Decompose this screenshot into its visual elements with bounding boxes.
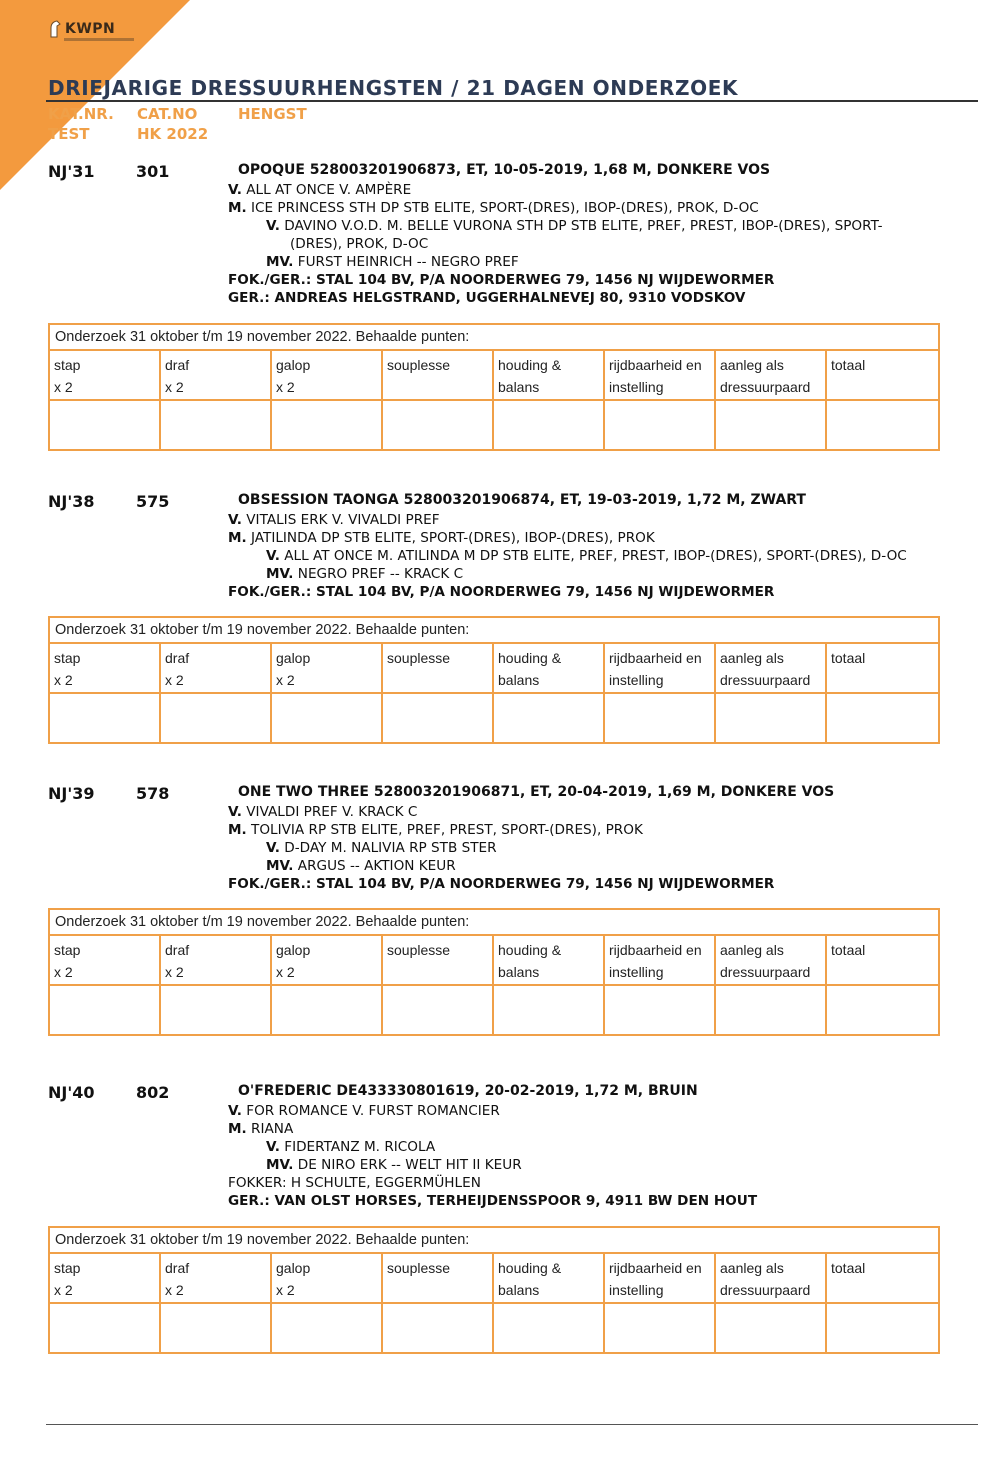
score-label-cell (605, 1254, 716, 1302)
pedigree-text: VITALIS ERK V. VIVALDI PREF (241, 512, 440, 528)
kat-number: NJ'39 (48, 784, 95, 803)
score-label-cell (50, 351, 161, 399)
score-value-cell[interactable] (50, 986, 161, 1034)
footer-divider (46, 1424, 978, 1425)
pedigree-label: MV. (266, 566, 294, 582)
pedigree-label: GER.: VAN OLST HORSES, TERHEIJDENSSPOOR 9, 4911 BW DEN HOUT (228, 1193, 758, 1209)
score-label-line2: instelling (609, 672, 664, 688)
score-label-cell (383, 1254, 494, 1302)
pedigree-line (228, 1102, 500, 1120)
score-label-line1: souplesse (387, 357, 451, 373)
score-label-line2: x 2 (54, 672, 73, 688)
score-label-line1: galop (276, 1260, 311, 1276)
score-label-line1: stap (54, 1260, 81, 1276)
score-label-line2: balans (498, 379, 540, 395)
score-label-line1: houding & (498, 942, 562, 958)
score-label-cell (272, 644, 383, 692)
column-header-cat: CAT.NO HK 2022 (137, 105, 209, 143)
pedigree-line (266, 839, 497, 857)
score-label-line1: draf (165, 357, 190, 373)
horse-name: OPOQUE 528003201906873, ET, 10-05-2019, 1,68 M, DONKERE VOS (238, 162, 771, 178)
pedigree-label: V. (228, 512, 242, 528)
score-label-cell (494, 936, 605, 984)
score-label-line1: rijdbaarheid en (609, 942, 702, 958)
score-label-line1: totaal (831, 650, 866, 666)
score-label-line2: x 2 (276, 672, 295, 688)
pedigree-text: NEGRO PREF -- KRACK C (293, 566, 464, 582)
score-label-line2: x 2 (54, 964, 73, 980)
score-value-cell[interactable] (827, 694, 938, 742)
pedigree-line (228, 199, 759, 217)
pedigree-text: ICE PRINCESS STH DP STB ELITE, SPORT-(DRES), IBOP-(DRES), PROK, D-OC (246, 200, 759, 216)
score-label-cell (716, 936, 827, 984)
score-table-header: Onderzoek 31 oktober t/m 19 november 2022. Behaalde punten: (50, 910, 938, 936)
pedigree-label: M. (228, 822, 247, 838)
pedigree-line (266, 1156, 522, 1174)
score-label-line1: totaal (831, 942, 866, 958)
score-label-cell (50, 1254, 161, 1302)
score-label-line1: totaal (831, 357, 866, 373)
score-value-cell[interactable] (716, 694, 827, 742)
column-header-hengst: HENGST (238, 105, 307, 123)
score-value-cell[interactable] (716, 401, 827, 449)
pedigree-line (266, 547, 907, 565)
score-label-line1: galop (276, 942, 311, 958)
score-label-line1: rijdbaarheid en (609, 357, 702, 373)
pedigree-label: FOK./GER.: STAL 104 BV, P/A NOORDERWEG 79, 1456 NJ WIJDEWORMER (228, 876, 775, 892)
pedigree-label: FOK./GER.: STAL 104 BV, P/A NOORDERWEG 79, 1456 NJ WIJDEWORMER (228, 584, 775, 600)
score-value-cell[interactable] (161, 1304, 272, 1352)
score-label-line1: rijdbaarheid en (609, 650, 702, 666)
pedigree-text: FIDERTANZ M. RICOLA (279, 1139, 436, 1155)
score-table (48, 908, 940, 1036)
logo-tagline (64, 38, 134, 41)
score-value-cell[interactable] (383, 1304, 494, 1352)
pedigree-line (228, 529, 655, 547)
score-label-cell (605, 936, 716, 984)
score-value-cell[interactable] (272, 694, 383, 742)
score-value-cell[interactable] (272, 401, 383, 449)
score-label-line2: x 2 (276, 379, 295, 395)
score-label-cell (383, 644, 494, 692)
pedigree-label: MV. (266, 254, 294, 270)
score-table-header: Onderzoek 31 oktober t/m 19 november 2022. Behaalde punten: (50, 618, 938, 644)
pedigree-line (228, 271, 774, 289)
pedigree-label: M. (228, 1121, 247, 1137)
score-labels-row (50, 936, 938, 986)
score-label-cell (605, 351, 716, 399)
pedigree-label: V. (228, 804, 242, 820)
score-table-header: Onderzoek 31 oktober t/m 19 november 2022. Behaalde punten: (50, 325, 938, 351)
score-label-line1: houding & (498, 357, 562, 373)
pedigree-line (228, 181, 411, 199)
pedigree-line (228, 875, 774, 893)
kwpn-logo (48, 20, 115, 38)
catalog-number: 575 (136, 492, 170, 511)
horse-name: OBSESSION TAONGA 528003201906874, ET, 19-03-2019, 1,72 M, ZWART (238, 492, 806, 508)
score-label-line1: totaal (831, 1260, 866, 1276)
pedigree-text: JATILINDA DP STB ELITE, SPORT-(DRES), IBOP-(DRES), PROK (246, 530, 655, 546)
score-label-line2: balans (498, 1282, 540, 1298)
pedigree-text: (DRES), PROK, D-OC (290, 236, 429, 252)
score-label-cell (716, 351, 827, 399)
score-value-cell[interactable] (272, 986, 383, 1034)
score-label-line1: stap (54, 357, 81, 373)
score-table (48, 616, 940, 744)
score-value-cell[interactable] (161, 401, 272, 449)
score-label-line1: aanleg als (720, 942, 784, 958)
score-value-cell[interactable] (50, 694, 161, 742)
kat-number: NJ'31 (48, 162, 95, 181)
pedigree-label: MV. (266, 1157, 294, 1173)
score-value-cell[interactable] (272, 1304, 383, 1352)
score-label-cell (827, 936, 938, 984)
score-values-row (50, 986, 938, 1034)
score-value-cell[interactable] (383, 694, 494, 742)
pedigree-text: FOR ROMANCE V. FURST ROMANCIER (241, 1103, 500, 1119)
score-value-cell[interactable] (716, 986, 827, 1034)
score-value-cell[interactable] (716, 1304, 827, 1352)
pedigree-label: M. (228, 530, 247, 546)
pedigree-line (228, 1120, 293, 1138)
score-label-line1: aanleg als (720, 1260, 784, 1276)
score-value-cell[interactable] (161, 986, 272, 1034)
score-label-line1: stap (54, 650, 81, 666)
score-value-cell[interactable] (494, 694, 605, 742)
score-label-cell (716, 1254, 827, 1302)
score-label-line2: x 2 (54, 379, 73, 395)
kat-number: NJ'40 (48, 1083, 95, 1102)
pedigree-line (228, 1174, 481, 1192)
score-label-line2: balans (498, 964, 540, 980)
score-label-cell (272, 351, 383, 399)
score-label-line1: draf (165, 942, 190, 958)
score-label-cell (161, 351, 272, 399)
score-values-row (50, 1304, 938, 1352)
pedigree-line (228, 821, 643, 839)
score-label-cell (494, 351, 605, 399)
score-label-cell (827, 351, 938, 399)
score-value-cell[interactable] (494, 401, 605, 449)
score-value-cell[interactable] (605, 694, 716, 742)
page-title: DRIEJARIGE DRESSUURHENGSTEN / 21 DAGEN ONDERZOEK (48, 76, 739, 100)
score-label-line1: stap (54, 942, 81, 958)
score-label-line2: x 2 (165, 1282, 184, 1298)
pedigree-label: V. (266, 548, 280, 564)
kat-number: NJ'38 (48, 492, 95, 511)
horse-icon (48, 20, 62, 38)
score-label-line1: souplesse (387, 650, 451, 666)
score-label-line2: x 2 (276, 964, 295, 980)
score-label-cell (827, 1254, 938, 1302)
score-label-cell (161, 1254, 272, 1302)
score-label-cell (50, 936, 161, 984)
pedigree-line (228, 1192, 757, 1210)
score-label-cell (272, 936, 383, 984)
score-value-cell[interactable] (494, 986, 605, 1034)
score-label-cell (605, 644, 716, 692)
pedigree-text: ARGUS -- AKTION KEUR (293, 858, 456, 874)
score-label-line2: dressuurpaard (720, 379, 811, 395)
score-label-line1: souplesse (387, 1260, 451, 1276)
score-label-line1: aanleg als (720, 650, 784, 666)
score-labels-row (50, 351, 938, 401)
score-value-cell[interactable] (50, 401, 161, 449)
pedigree-label: GER.: ANDREAS HELGSTRAND, UGGERHALNEVEJ 80, 9310 VODSKOV (228, 290, 746, 306)
score-label-line2: instelling (609, 1282, 664, 1298)
title-divider (46, 100, 978, 102)
pedigree-text: VIVALDI PREF V. KRACK C (241, 804, 418, 820)
score-table (48, 323, 940, 451)
catalog-number: 578 (136, 784, 170, 803)
pedigree-text: ALL AT ONCE V. AMPÈRE (241, 182, 412, 198)
score-label-line2: dressuurpaard (720, 964, 811, 980)
score-value-cell[interactable] (827, 986, 938, 1034)
score-values-row (50, 694, 938, 742)
pedigree-text: RIANA (246, 1121, 294, 1137)
pedigree-line (228, 583, 774, 601)
pedigree-line (266, 1138, 435, 1156)
score-label-line1: draf (165, 650, 190, 666)
score-label-line2: x 2 (165, 964, 184, 980)
score-label-cell (494, 644, 605, 692)
pedigree-label: V. (266, 1139, 280, 1155)
pedigree-text: DE NIRO ERK -- WELT HIT II KEUR (293, 1157, 522, 1173)
pedigree-line (228, 289, 745, 307)
score-label-line2: balans (498, 672, 540, 688)
score-label-line1: draf (165, 1260, 190, 1276)
score-value-cell[interactable] (50, 1304, 161, 1352)
pedigree-text: FOKKER: H SCHULTE, EGGERMÜHLEN (228, 1175, 481, 1191)
score-label-line2: dressuurpaard (720, 1282, 811, 1298)
pedigree-label: V. (228, 182, 242, 198)
score-label-line2: dressuurpaard (720, 672, 811, 688)
score-value-cell[interactable] (827, 401, 938, 449)
logo-text: KWPN (65, 21, 116, 37)
pedigree-label: MV. (266, 858, 294, 874)
score-labels-row (50, 644, 938, 694)
pedigree-label: FOK./GER.: STAL 104 BV, P/A NOORDERWEG 79, 1456 NJ WIJDEWORMER (228, 272, 775, 288)
score-label-cell (827, 644, 938, 692)
pedigree-text: DAVINO V.O.D. M. BELLE VURONA STH DP STB ELITE, PREF, PREST, IBOP-(DRES), SPORT- (279, 218, 883, 234)
score-table (48, 1226, 940, 1354)
score-label-cell (383, 351, 494, 399)
score-label-cell (50, 644, 161, 692)
pedigree-line (290, 235, 428, 253)
score-value-cell[interactable] (494, 1304, 605, 1352)
score-label-line2: instelling (609, 964, 664, 980)
catalog-number: 802 (136, 1083, 170, 1102)
pedigree-label: V. (266, 840, 280, 856)
score-label-cell (272, 1254, 383, 1302)
score-label-line1: aanleg als (720, 357, 784, 373)
score-value-cell[interactable] (605, 986, 716, 1034)
horse-name: O'FREDERIC DE433330801619, 20-02-2019, 1,72 M, BRUIN (238, 1083, 698, 1099)
pedigree-label: V. (228, 1103, 242, 1119)
horse-name: ONE TWO THREE 528003201906871, ET, 20-04-2019, 1,69 M, DONKERE VOS (238, 784, 835, 800)
score-value-cell[interactable] (605, 1304, 716, 1352)
score-label-cell (161, 644, 272, 692)
score-values-row (50, 401, 938, 449)
pedigree-line (266, 857, 456, 875)
score-label-cell (383, 936, 494, 984)
score-label-line1: galop (276, 357, 311, 373)
pedigree-label: M. (228, 200, 247, 216)
score-label-line2: x 2 (276, 1282, 295, 1298)
score-value-cell[interactable] (827, 1304, 938, 1352)
pedigree-label: V. (266, 218, 280, 234)
score-label-cell (494, 1254, 605, 1302)
score-value-cell[interactable] (383, 401, 494, 449)
score-labels-row (50, 1254, 938, 1304)
score-label-line2: x 2 (165, 379, 184, 395)
pedigree-text: ALL AT ONCE M. ATILINDA M DP STB ELITE, PREF, PREST, IBOP-(DRES), SPORT-(DRES), D-OC (279, 548, 907, 564)
column-header-kat: KAT.NR. TEST (48, 105, 114, 143)
score-table-header: Onderzoek 31 oktober t/m 19 november 2022. Behaalde punten: (50, 1228, 938, 1254)
pedigree-line (266, 253, 519, 271)
score-value-cell[interactable] (161, 694, 272, 742)
score-label-line1: houding & (498, 650, 562, 666)
pedigree-line (228, 511, 440, 529)
catalog-number: 301 (136, 162, 170, 181)
pedigree-text: FURST HEINRICH -- NEGRO PREF (293, 254, 519, 270)
score-label-cell (716, 644, 827, 692)
pedigree-line (228, 803, 417, 821)
score-label-line2: instelling (609, 379, 664, 395)
pedigree-line (266, 565, 463, 583)
pedigree-text: TOLIVIA RP STB ELITE, PREF, PREST, SPORT-(DRES), PROK (246, 822, 643, 838)
score-label-line1: souplesse (387, 942, 451, 958)
score-value-cell[interactable] (605, 401, 716, 449)
score-value-cell[interactable] (383, 986, 494, 1034)
pedigree-text: D-DAY M. NALIVIA RP STB STER (279, 840, 497, 856)
score-label-line1: rijdbaarheid en (609, 1260, 702, 1276)
score-label-line1: galop (276, 650, 311, 666)
pedigree-line (266, 217, 883, 235)
score-label-line2: x 2 (165, 672, 184, 688)
score-label-cell (161, 936, 272, 984)
score-label-line1: houding & (498, 1260, 562, 1276)
score-label-line2: x 2 (54, 1282, 73, 1298)
